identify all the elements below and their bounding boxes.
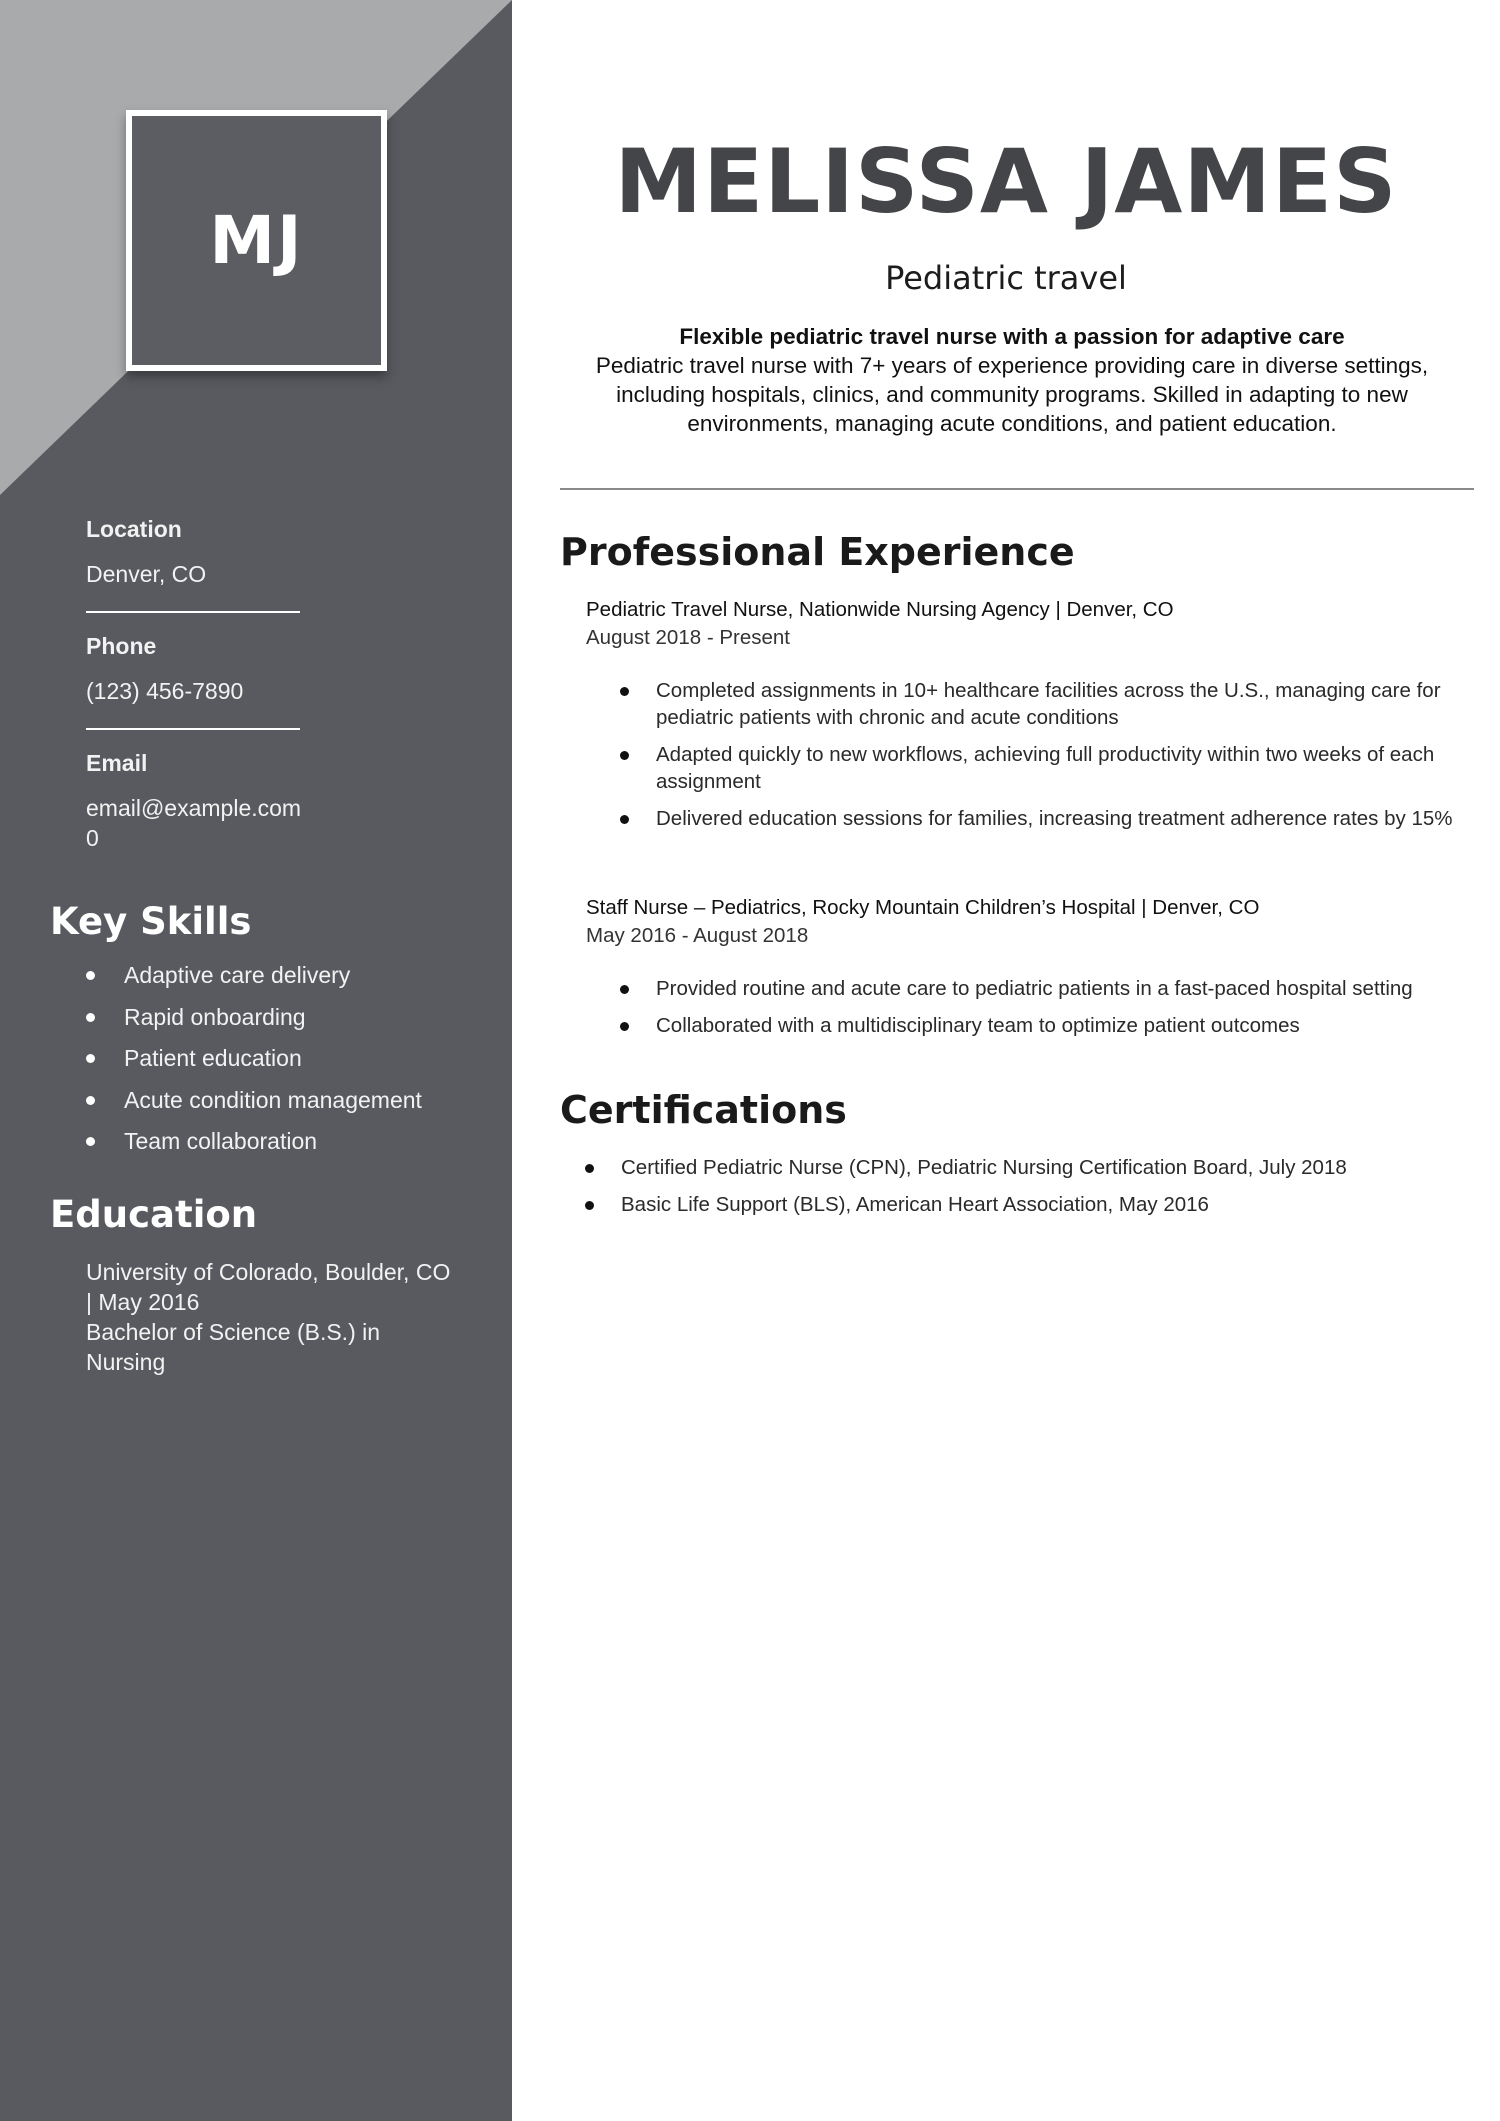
certifications-heading: Certifications [560,1088,847,1132]
email-value-line2: 0 [86,825,99,851]
bullet-icon [585,1164,594,1173]
job-bullet: Collaborated with a multidisciplinary team to optimize patient outcomes [620,1012,1492,1039]
contact-email [86,750,466,853]
education-degree-cont: Nursing [86,1349,166,1375]
job-dates: May 2016 - August 2018 [586,924,809,947]
bullet-icon [620,815,629,824]
email-value: email@example.com [86,795,302,821]
main-content [512,0,1500,2121]
skill-item: Adaptive care delivery [86,960,422,1002]
job-bullets [620,975,1492,1039]
job-title: Pediatric Travel Nurse, Nationwide Nursing Agency | Denver, CO [586,598,1174,621]
certification-item: Basic Life Support (BLS), American Heart Association, May 2016 [585,1191,1485,1218]
bullet-icon [620,687,629,696]
job-title: Staff Nurse – Pediatrics, Rocky Mountain Children’s Hospital | Denver, CO [586,896,1260,919]
skill-item: Patient education [86,1043,422,1085]
skill-item: Acute condition management [86,1085,422,1127]
bullet-icon [86,1096,95,1105]
job-bullet: Provided routine and acute care to pediatric patients in a fast-paced hospital setting [620,975,1492,1002]
skill-item: Rapid onboarding [86,1002,422,1044]
divider [560,488,1474,490]
summary-body: Pediatric travel nurse with 7+ years of experience providing care in diverse settings, including hospitals, clinics, and community programs. Skilled in adapting to new environments, managing acute conditions, and patient education. [595,353,1429,436]
summary-headline: Flexible pediatric travel nurse with a passion for adaptive care [679,324,1345,349]
phone-label: Phone [86,633,157,659]
bullet-icon [620,1022,629,1031]
bullet-icon [620,985,629,994]
contact-location [86,516,466,589]
contact-divider [86,728,300,730]
email-label: Email [86,750,148,776]
education-entry [86,1257,476,1377]
education-school: University of Colorado, Boulder, CO [86,1259,451,1285]
bullet-icon [86,1013,95,1022]
bullet-icon [620,751,629,760]
bullet-icon [86,1137,95,1146]
contact-divider [86,611,300,613]
bullet-icon [585,1201,594,1210]
candidate-name: MELISSA JAMES [614,130,1398,233]
phone-value: (123) 456-7890 [86,678,244,704]
monogram: MJ [126,110,387,371]
summary [572,322,1452,438]
job-bullet: Delivered education sessions for families, increasing treatment adherence rates by 15% [620,805,1492,832]
job-bullets [620,677,1492,832]
bullet-icon [86,1054,95,1063]
skill-item: Team collaboration [86,1126,422,1168]
job-bullet: Completed assignments in 10+ healthcare facilities across the U.S., managing care for pediatric patients with chronic and acute conditions [620,677,1492,731]
key-skills-heading: Key Skills [50,900,252,943]
job-entry [586,894,1466,950]
location-label: Location [86,516,182,542]
education-heading: Education [50,1193,258,1236]
education-degree: Bachelor of Science (B.S.) in [86,1319,381,1345]
sidebar [0,0,512,2121]
certifications-list [585,1154,1485,1218]
job-dates: August 2018 - Present [586,626,790,649]
bullet-icon [86,971,95,980]
job-bullet: Adapted quickly to new workflows, achieving full productivity within two weeks of each assignment [620,741,1492,795]
candidate-title: Pediatric travel [885,259,1127,297]
location-value: Denver, CO [86,561,207,587]
education-date: | May 2016 [86,1289,200,1315]
certification-item: Certified Pediatric Nurse (CPN), Pediatric Nursing Certification Board, July 2018 [585,1154,1485,1181]
experience-heading: Professional Experience [560,530,1075,574]
skills-list [86,960,422,1168]
job-entry [586,596,1466,652]
contact-phone [86,633,466,706]
